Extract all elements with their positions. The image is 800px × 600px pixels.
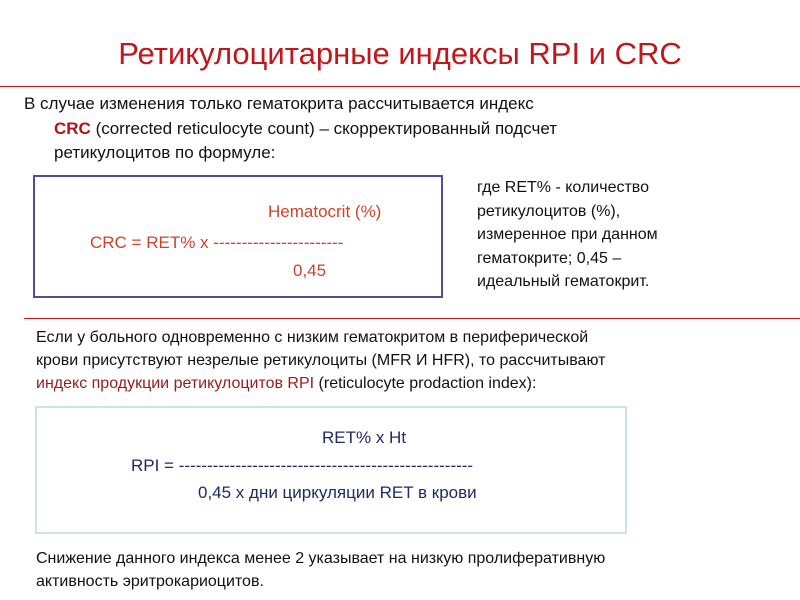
rpi-formula-numerator: RET% x Ht	[322, 428, 407, 447]
rpi-formula-fraction-line: RPI = ----------------------------------------------------	[131, 456, 474, 475]
conclusion-line-1: Снижение данного индекса менее 2 указывает на низкую пролиферативную	[36, 550, 606, 567]
intro-line-1: В случае изменения только гематокрита рассчитывается индекс	[24, 94, 534, 113]
rpi-highlight: индекс продукции ретикулоцитов RPI	[36, 375, 315, 392]
crc-formula-numerator: Hematocrit (%)	[268, 202, 382, 221]
crc-formula-denominator: 0,45	[293, 261, 327, 280]
slide-title: Ретикулоцитарные индексы RPI и CRC	[118, 36, 682, 71]
intro-line-2	[24, 117, 744, 142]
rpi-intro-line-3-rest: (reticulocyte prodaction index):	[314, 375, 537, 392]
where-note-line-3: измеренное при данном	[477, 226, 658, 243]
intro-line-3: ретикулоцитов по формуле:	[54, 143, 276, 162]
rpi-intro-line-1: Если у больного одновременно с низким гематокритом в периферической	[36, 329, 589, 346]
rpi-formula-denominator: 0,45 x дни циркуляции RET в крови	[198, 483, 477, 502]
rpi-intro-paragraph	[36, 326, 786, 395]
intro-line-2-rest: (corrected reticulocyte count) – скорректированный подсчет	[90, 118, 557, 138]
crc-abbreviation: CRC	[54, 118, 91, 138]
where-note-line-5: идеальный гематокрит.	[477, 273, 650, 290]
where-note-line-4: гематокрите; 0,45 –	[477, 249, 622, 267]
section-divider	[24, 318, 800, 319]
intro-paragraph	[24, 92, 744, 166]
rpi-intro-line-2: крови присутствуют незрелые ретикулоциты (MFR И HFR), то рассчитывают	[36, 352, 606, 369]
where-note-line-1: где RET% - количество	[477, 179, 650, 196]
rpi-intro-line-3	[36, 372, 786, 395]
conclusion-paragraph	[36, 547, 786, 593]
where-note-line-2: ретикулоцитов (%),	[477, 202, 621, 220]
crc-formula-fraction-line: CRC = RET% x -----------------------	[90, 233, 344, 252]
where-note	[477, 176, 747, 294]
title-divider	[0, 86, 800, 87]
conclusion-line-2: активность эритрокариоцитов.	[36, 573, 264, 590]
